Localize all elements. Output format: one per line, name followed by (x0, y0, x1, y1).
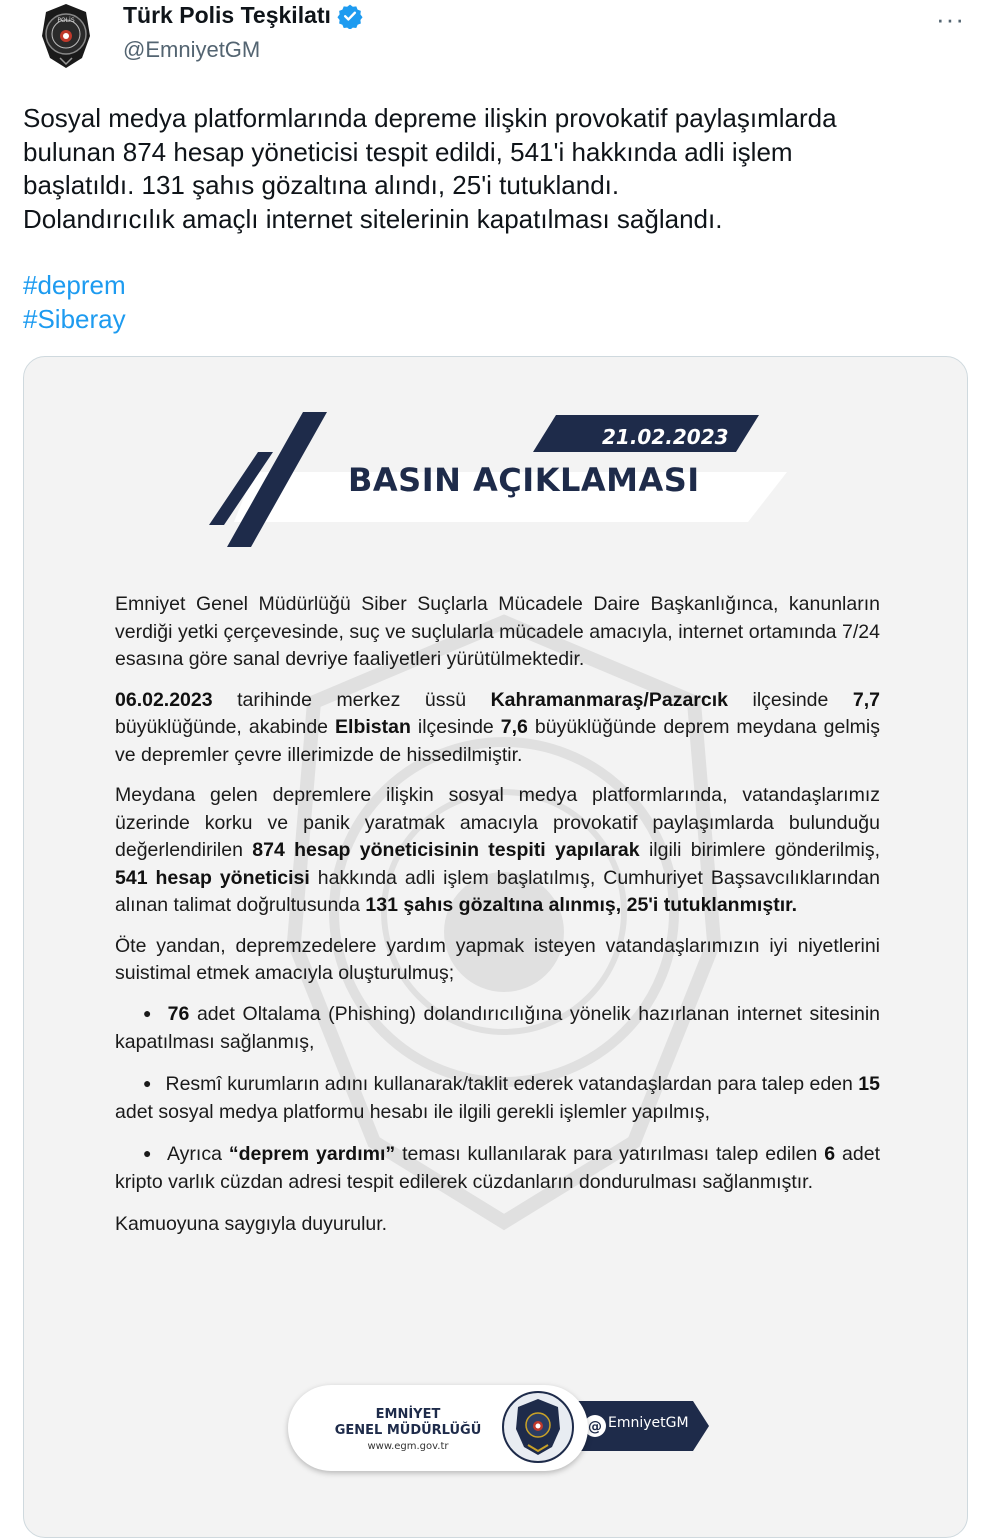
text-span: ilçesinde (410, 716, 501, 738)
egm-url: www.egm.gov.tr (367, 1441, 449, 1452)
egm-footer-badge (288, 1381, 708, 1481)
bold-span: 76 (167, 1002, 190, 1025)
profile-avatar[interactable] (38, 2, 94, 70)
bold-span: “deprem yardımı” (228, 1142, 396, 1165)
paragraph-2 (115, 687, 880, 770)
bullet-item-phishing (115, 1001, 880, 1057)
text-span: büyüklüğünde, akabinde (115, 716, 336, 738)
text-span: büyüklüğünde deprem meydana gelmiş ve depremler çevre illerimizde de hissedilmiştir. (115, 716, 881, 766)
text-span: Ayrıca (167, 1142, 229, 1165)
magnitude-1: 7,7 (852, 688, 880, 711)
tweet-line: bulunan 874 hesap yöneticisi tespit edildi, 541'i hakkında adli işlem (23, 136, 793, 167)
more-options-icon[interactable]: ··· (936, 4, 965, 34)
police-seal-icon (502, 1391, 574, 1463)
second-epicenter-name: Elbistan (335, 716, 411, 738)
hashtag-deprem[interactable]: #deprem (23, 270, 126, 300)
text-span: hakkında adli işlem başlatılmış, Cumhuriyet Başsavcılıklarından alınan talimat doğrultusunda (115, 866, 880, 916)
bullet-item-accounts (115, 1071, 880, 1127)
bold-span: 6 (824, 1142, 836, 1165)
hashtag-list (23, 268, 126, 336)
press-title: BASIN AÇIKLAMASI (348, 461, 700, 499)
tweet-line: başlatıldı. 131 şahıs gözaltına alındı, 25'i tutuklandı. (23, 170, 620, 200)
bold-span: 541 hesap yöneticisi (115, 866, 310, 889)
text-span: ilçesinde (727, 688, 853, 711)
text-span: Meydana gelen depremlere ilişkin sosyal medya platformlarında, vatandaşlarımız üzerinde korku ve panik yaratmak amacıyla provokatif paylaşımlarda bulunduğu değerlendirilen (115, 784, 880, 861)
press-date: 21.02.2023 (602, 425, 729, 449)
text-span: adet kripto varlık cüzdan adresi tespit edilerek cüzdanların dondurulması sağlanmıştır. (115, 1142, 880, 1193)
author-handle[interactable]: @EmniyetGM (123, 37, 261, 62)
press-banner-graphic (24, 357, 968, 557)
earthquake-date: 06.02.2023 (115, 688, 213, 711)
egm-line-2: GENEL MÜDÜRLÜĞÜ (334, 1423, 482, 1438)
paragraph-3 (115, 782, 880, 920)
egm-line-1: EMNİYET (375, 1407, 441, 1422)
verified-badge-icon (337, 3, 363, 29)
bold-span: 15 (858, 1072, 880, 1095)
text-span: tarihinde merkez üssü (212, 688, 491, 711)
text-span: Resmî kurumların adını kullanarak/taklit ederek vatandaşlardan para talep eden (165, 1072, 859, 1095)
bullet-item-crypto (115, 1141, 880, 1197)
text-span: ilgili birimlere gönderilmiş, (639, 839, 880, 861)
svg-text:@: @ (588, 1419, 602, 1435)
epicenter-name: Kahramanmaraş/Pazarcık (490, 688, 728, 711)
bold-span: 874 hesap yöneticisinin tespiti yapılarak (252, 839, 640, 861)
paragraph-4: Öte yandan, depremzedelere yardım yapmak isteyen vatandaşlarımızın iyi niyetlerini suistimal etmek amacıyla oluşturulmuş; (115, 934, 880, 984)
egm-handle-tag[interactable]: EmniyetGM (608, 1415, 689, 1431)
tweet-line: Sosyal medya platformlarında depreme ilişkin provokatif paylaşımlarda (23, 103, 837, 133)
hashtag-siberay[interactable]: #Siberay (23, 304, 126, 334)
closing-line: Kamuoyuna saygıyla duyurulur. (115, 1212, 388, 1235)
press-release-body (115, 591, 880, 1251)
author-name[interactable]: Türk Polis Teşkilatı (123, 2, 331, 28)
text-span: adet Oltalama (Phishing) dolandırıcılığına yönelik hazırlanan internet sitesinin kapatılması sağlanmış, (115, 1002, 880, 1053)
magnitude-2: 7,6 (500, 716, 528, 738)
text-span: adet sosyal medya platformu hesabı ile ilgili gerekli işlemler yapılmış, (115, 1101, 710, 1123)
tweet-line: Dolandırıcılık amaçlı internet sitelerinin kapatılması sağlandı. (23, 203, 723, 234)
paragraph-1: Emniyet Genel Müdürlüğü Siber Suçlarla Mücadele Daire Başkanlığınca, kanunların verdiği yetki çerçevesinde, suç ve suçlularla mücadele amacıyla, internet ortamında 7/24 esasına göre sanal devriye faaliyetleri yürütülmektedir. (115, 593, 880, 670)
svg-text:POLİS: POLİS (57, 17, 75, 24)
bold-span: 131 şahıs gözaltına alınmış, 25'i tutuklanmıştır. (365, 894, 798, 916)
tweet-media-image[interactable] (23, 356, 968, 1538)
tweet-text (23, 102, 963, 236)
text-span: teması kullanılarak para yatırılması talep edilen (395, 1142, 825, 1165)
